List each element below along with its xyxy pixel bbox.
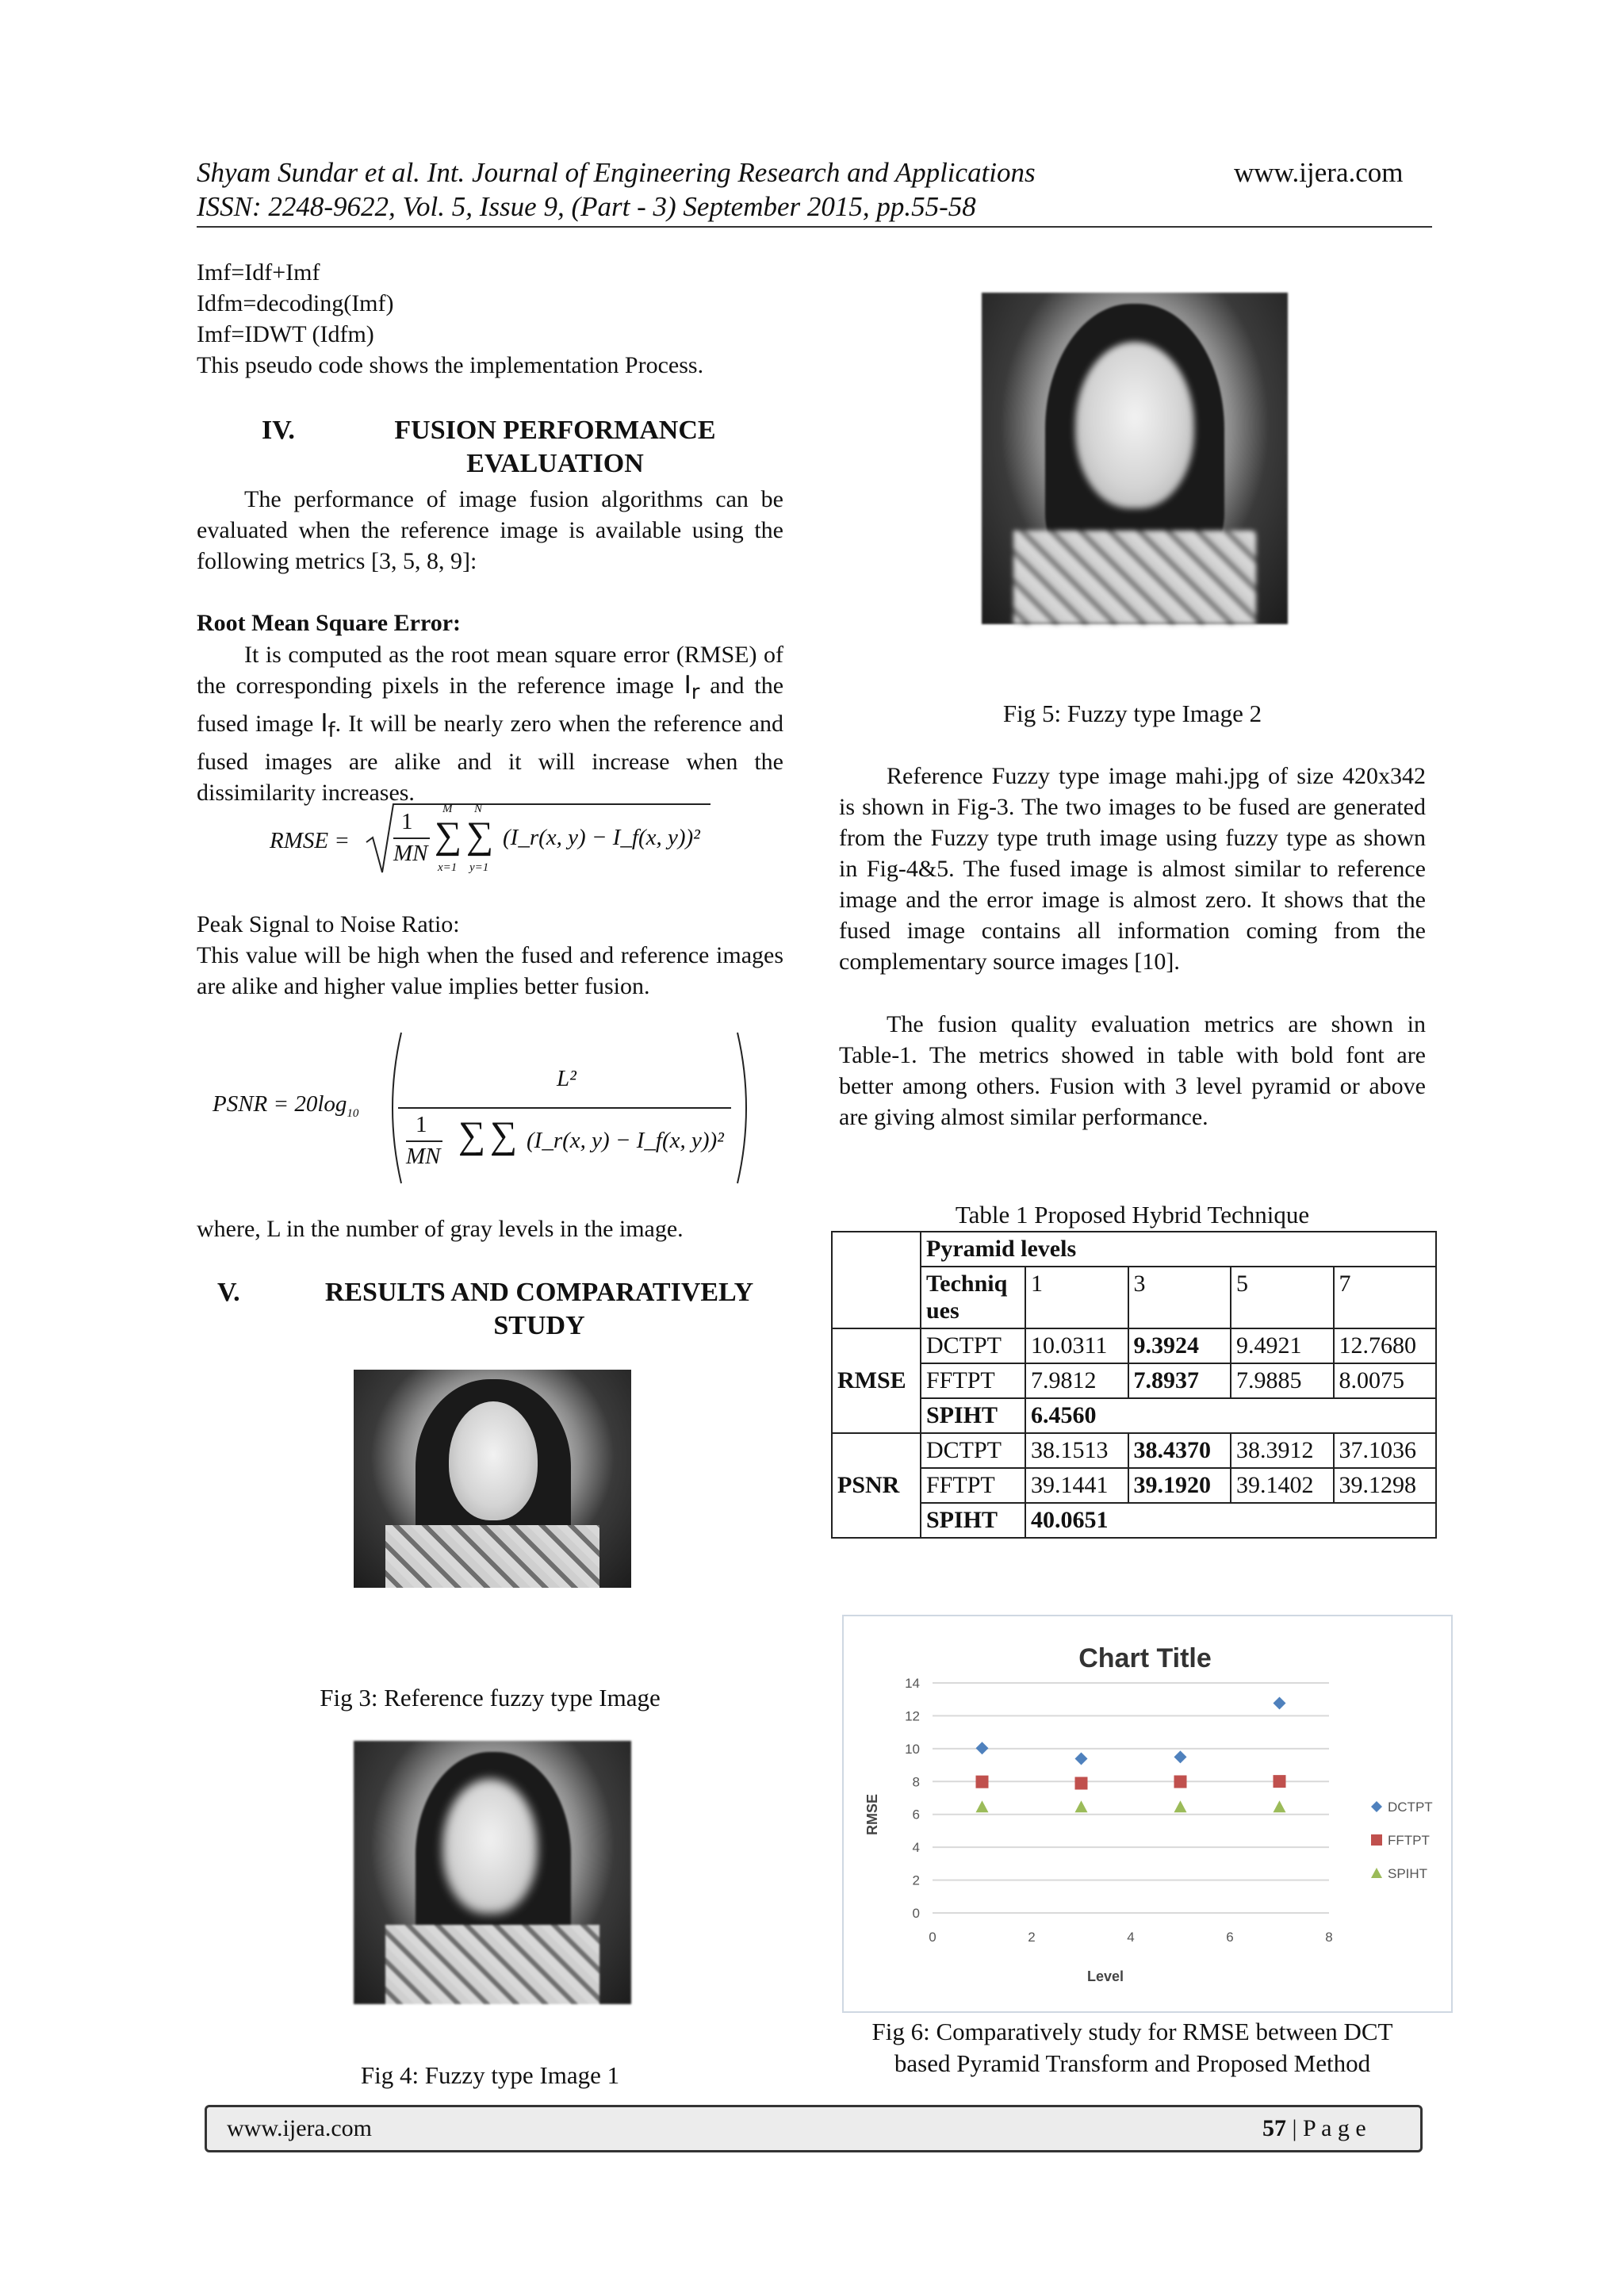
rmse-paragraph bbox=[197, 639, 783, 808]
table-cell: 12.7680 bbox=[1334, 1328, 1437, 1363]
psnr-eq-body: (I_r(x, y) − I_f(x, y))² bbox=[527, 1128, 724, 1153]
symbol-i: I bbox=[320, 709, 328, 738]
psnr-equation bbox=[208, 1031, 763, 1185]
chart-grid bbox=[933, 1683, 1329, 1913]
table-row bbox=[832, 1398, 1436, 1433]
technique-name: FFTPT bbox=[921, 1468, 1025, 1503]
table-1-caption: Table 1 Proposed Hybrid Technique bbox=[955, 1201, 1310, 1228]
table-row bbox=[832, 1267, 1436, 1328]
techniques-header-line: Techniq bbox=[926, 1271, 1008, 1297]
shirt-shape bbox=[385, 1925, 599, 2004]
header-rule bbox=[197, 226, 1432, 228]
subscript-f: f bbox=[327, 719, 335, 743]
figure-3-caption: Fig 3: Reference fuzzy type Image bbox=[320, 1684, 661, 1711]
fraction-bar bbox=[406, 1140, 442, 1142]
legend-marker bbox=[1371, 1834, 1382, 1846]
section-4-title-line: EVALUATION bbox=[466, 449, 644, 478]
chart-point-fftpt bbox=[1075, 1777, 1088, 1789]
technique-name: SPIHT bbox=[921, 1398, 1025, 1433]
chart-y-tick-label: 12 bbox=[905, 1708, 920, 1724]
footer-bar bbox=[205, 2105, 1423, 2152]
rmse-eq-body: (I_r(x, y) − I_f(x, y))² bbox=[503, 825, 700, 850]
symbol-i: I bbox=[684, 671, 691, 700]
chart-points bbox=[976, 1697, 1286, 1813]
psnr-eq-lhs bbox=[213, 1091, 358, 1121]
section-5-title-line: STUDY bbox=[493, 1311, 585, 1340]
reference-fuzzy-image bbox=[354, 1370, 631, 1588]
chart-point-spiht bbox=[1174, 1800, 1187, 1812]
journal-website[interactable]: www.ijera.com bbox=[1234, 157, 1404, 188]
table-cell: 7.9885 bbox=[1231, 1363, 1334, 1398]
table-row bbox=[832, 1468, 1436, 1503]
technique-name: FFTPT bbox=[921, 1363, 1025, 1398]
technique-name: SPIHT bbox=[921, 1503, 1025, 1538]
psnr-paragraph: This value will be high when the fused and reference images are alike and higher value implies better fusion. bbox=[197, 942, 783, 999]
face-shape bbox=[1075, 342, 1194, 508]
sum-sign: ∑ bbox=[458, 1114, 486, 1156]
level-header: 5 bbox=[1231, 1267, 1334, 1328]
psnr-row-label: PSNR bbox=[832, 1433, 921, 1538]
chart-point-dctpt bbox=[1174, 1750, 1187, 1763]
results-paragraph-2: The fusion quality evaluation metrics are shown in Table-1. The metrics showed in table with bold font are better among others. Fusion with 3 level pyramid or above are giving almost similar performance. bbox=[839, 1011, 1426, 1130]
sum-upper-n: N bbox=[474, 803, 483, 815]
table-cell: 39.1298 bbox=[1334, 1468, 1437, 1503]
table-row bbox=[832, 1363, 1436, 1398]
chart-x-tick-label: 0 bbox=[929, 1930, 936, 1945]
chart-point-spiht bbox=[1274, 1800, 1286, 1812]
table-cell-best: 6.4560 bbox=[1025, 1398, 1436, 1433]
psnr-lhs-text: PSNR = 20log bbox=[213, 1091, 347, 1117]
pseudo-code-line: Idfm=decoding(Imf) bbox=[197, 290, 394, 316]
pyramid-levels-header: Pyramid levels bbox=[921, 1232, 1436, 1267]
chart-y-label: RMSE bbox=[864, 1793, 880, 1836]
page-number: 57 bbox=[1262, 2115, 1286, 2141]
techniques-header-line: ues bbox=[926, 1297, 959, 1324]
sum-lower-x: x=1 bbox=[438, 861, 458, 874]
table-cell: 38.3912 bbox=[1231, 1433, 1334, 1468]
pseudo-code bbox=[197, 257, 783, 381]
right-paren bbox=[734, 1031, 758, 1185]
rmse-frac-num: 1 bbox=[401, 809, 413, 834]
section-5-title-line: RESULTS AND COMPARATIVELY bbox=[324, 1278, 754, 1307]
face-shape bbox=[449, 1401, 538, 1520]
rmse-text-c: . It will be nearly zero when the reference and fused images are alike and it will increase when the dissimilarity increases. bbox=[197, 711, 783, 807]
chart-y-tick-label: 4 bbox=[912, 1840, 920, 1856]
table-cell: 39.1402 bbox=[1231, 1468, 1334, 1503]
symbol-i-r bbox=[684, 671, 700, 705]
chart-point-fftpt bbox=[1274, 1775, 1286, 1788]
rmse-row-label: RMSE bbox=[832, 1328, 921, 1433]
table-cell bbox=[832, 1232, 921, 1328]
figure-6-caption-line: Fig 6: Comparatively study for RMSE between DCT bbox=[871, 2018, 1393, 2045]
symbol-i-f bbox=[320, 709, 335, 743]
journal-issn: ISSN: 2248-9622, Vol. 5, Issue 9, (Part - 3) September 2015, pp.55-58 bbox=[197, 191, 976, 222]
chart-point-fftpt bbox=[976, 1776, 989, 1788]
figure-6-caption-line: based Pyramid Transform and Proposed Method bbox=[894, 2049, 1371, 2077]
chart-y-tick-label: 6 bbox=[912, 1807, 920, 1823]
table-cell: 39.1441 bbox=[1025, 1468, 1128, 1503]
results-table bbox=[831, 1231, 1437, 1539]
chart-y-tick-label: 2 bbox=[912, 1872, 920, 1888]
chart-point-dctpt bbox=[1075, 1752, 1088, 1765]
fraction-bar bbox=[393, 838, 430, 839]
sum-sign: ∑ bbox=[435, 815, 462, 857]
legend-marker bbox=[1371, 1868, 1382, 1878]
section-4-title bbox=[333, 414, 777, 481]
chart-x-label: Level bbox=[1086, 1968, 1124, 1984]
chart-x-tick-label: 6 bbox=[1226, 1930, 1234, 1945]
table-cell-best: 9.3924 bbox=[1128, 1328, 1231, 1363]
psnr-den-num: 1 bbox=[416, 1112, 427, 1137]
section-4-number: IV. bbox=[262, 416, 295, 445]
footer-page bbox=[1262, 2107, 1366, 2150]
rmse-heading: Root Mean Square Error: bbox=[197, 610, 462, 636]
chart-x-tick-label: 2 bbox=[1028, 1930, 1036, 1945]
table-row bbox=[832, 1503, 1436, 1538]
sum-lower-y: y=1 bbox=[469, 861, 489, 874]
legend-label: DCTPT bbox=[1388, 1800, 1433, 1815]
chart-title: Chart Title bbox=[1078, 1643, 1212, 1673]
section-4-intro: The performance of image fusion algorithms can be evaluated when the reference image is available using the following metrics [3, 5, 8, 9]: bbox=[197, 486, 783, 574]
table-row bbox=[832, 1328, 1436, 1363]
section-5-title bbox=[285, 1276, 793, 1343]
table-row bbox=[832, 1232, 1436, 1267]
section-5-number: V. bbox=[217, 1278, 240, 1307]
chart-point-fftpt bbox=[1174, 1776, 1187, 1788]
table-cell: 9.4921 bbox=[1231, 1328, 1334, 1363]
level-header: 1 bbox=[1025, 1267, 1128, 1328]
legend-label: SPIHT bbox=[1388, 1866, 1428, 1881]
psnr-where: where, L in the number of gray levels in the image. bbox=[197, 1216, 684, 1242]
chart-point-dctpt bbox=[976, 1742, 989, 1754]
table-cell-best: 7.8937 bbox=[1128, 1363, 1231, 1398]
legend-marker bbox=[1371, 1801, 1382, 1812]
level-header: 7 bbox=[1334, 1267, 1437, 1328]
rmse-equation bbox=[266, 799, 718, 879]
chart-x-tick-label: 4 bbox=[1127, 1930, 1135, 1945]
table-cell-best: 39.1920 bbox=[1128, 1468, 1231, 1503]
fraction-bar bbox=[398, 1107, 731, 1109]
chart-point-spiht bbox=[976, 1800, 989, 1812]
table-cell-best: 40.0651 bbox=[1025, 1503, 1436, 1538]
chart-x-tick-label: 8 bbox=[1325, 1930, 1333, 1945]
figure-5-caption: Fig 5: Fuzzy type Image 2 bbox=[1002, 700, 1262, 727]
shirt-shape bbox=[385, 1525, 599, 1588]
chart-y-tick-label: 8 bbox=[912, 1774, 920, 1790]
fuzzy-type-image-2 bbox=[982, 293, 1288, 624]
chart-point-spiht bbox=[1075, 1800, 1088, 1812]
table-cell: 37.1036 bbox=[1334, 1433, 1437, 1468]
journal-citation: Shyam Sundar et al. Int. Journal of Engineering Research and Applications bbox=[197, 157, 1036, 188]
psnr-eq-numerator: L² bbox=[557, 1066, 576, 1091]
psnr-den-den: MN bbox=[406, 1144, 441, 1169]
table-cell-best: 38.4370 bbox=[1128, 1433, 1231, 1468]
face-shape bbox=[442, 1779, 538, 1914]
section-4-title-line: FUSION PERFORMANCE bbox=[394, 416, 716, 445]
rmse-text-a: It is computed as the root mean square error (RMSE) of the corresponding pixels in the reference image bbox=[197, 642, 783, 699]
rmse-text-b: and the fused image bbox=[197, 673, 784, 738]
pseudo-code-note: This pseudo code shows the implementation Process. bbox=[197, 352, 704, 378]
footer-website[interactable]: www.ijera.com bbox=[227, 2115, 372, 2141]
figure-4-caption: Fig 4: Fuzzy type Image 1 bbox=[360, 2061, 620, 2089]
table-cell: 7.9812 bbox=[1025, 1363, 1128, 1398]
rmse-eq-lhs: RMSE = bbox=[270, 828, 350, 853]
table-cell: 10.0311 bbox=[1025, 1328, 1128, 1363]
techniques-header bbox=[921, 1267, 1025, 1328]
rmse-chart-frame bbox=[842, 1615, 1453, 2013]
psnr-heading: Peak Signal to Noise Ratio: bbox=[197, 911, 460, 937]
technique-name: DCTPT bbox=[921, 1433, 1025, 1468]
chart-point-dctpt bbox=[1274, 1697, 1286, 1710]
legend-label: FFTPT bbox=[1388, 1833, 1430, 1848]
chart-y-tick-label: 14 bbox=[905, 1676, 920, 1691]
subscript-r: r bbox=[691, 680, 700, 705]
shirt-shape bbox=[1013, 531, 1256, 624]
log-base: 10 bbox=[347, 1106, 359, 1120]
pseudo-code-line: Imf=Idf+Imf bbox=[197, 259, 320, 286]
chart-legend bbox=[1371, 1800, 1433, 1881]
sum-sign: ∑ bbox=[466, 815, 494, 857]
level-header: 3 bbox=[1128, 1267, 1231, 1328]
chart-x-ticks bbox=[929, 1930, 1332, 1945]
pseudo-code-line: Imf=IDWT (Idfm) bbox=[197, 321, 374, 347]
sum-upper-m: M bbox=[442, 803, 453, 815]
chart-y-tick-label: 0 bbox=[912, 1906, 920, 1921]
technique-name: DCTPT bbox=[921, 1328, 1025, 1363]
chart-y-ticks bbox=[905, 1676, 920, 1921]
table-cell: 38.1513 bbox=[1025, 1433, 1128, 1468]
results-paragraph-1: Reference Fuzzy type image mahi.jpg of size 420x342 is shown in Fig-3. The two images to be fused are generated from the Fuzzy type truth image using fuzzy type as shown in Fig-4&5. The fused image is almost similar to reference image and the error image is almost zero. It shows that the fused image contains all information coming from the complementary source images [10]. bbox=[839, 763, 1426, 975]
figure-6-caption bbox=[839, 2016, 1426, 2079]
page-label: | P a g e bbox=[1286, 2115, 1366, 2141]
sum-sign: ∑ bbox=[490, 1114, 518, 1156]
rmse-frac-den: MN bbox=[393, 841, 428, 866]
chart-y-tick-label: 10 bbox=[905, 1741, 920, 1757]
table-cell: 8.0075 bbox=[1334, 1363, 1437, 1398]
table-row bbox=[832, 1433, 1436, 1468]
rmse-chart bbox=[844, 1616, 1451, 2011]
fuzzy-type-image-1 bbox=[354, 1741, 631, 2004]
